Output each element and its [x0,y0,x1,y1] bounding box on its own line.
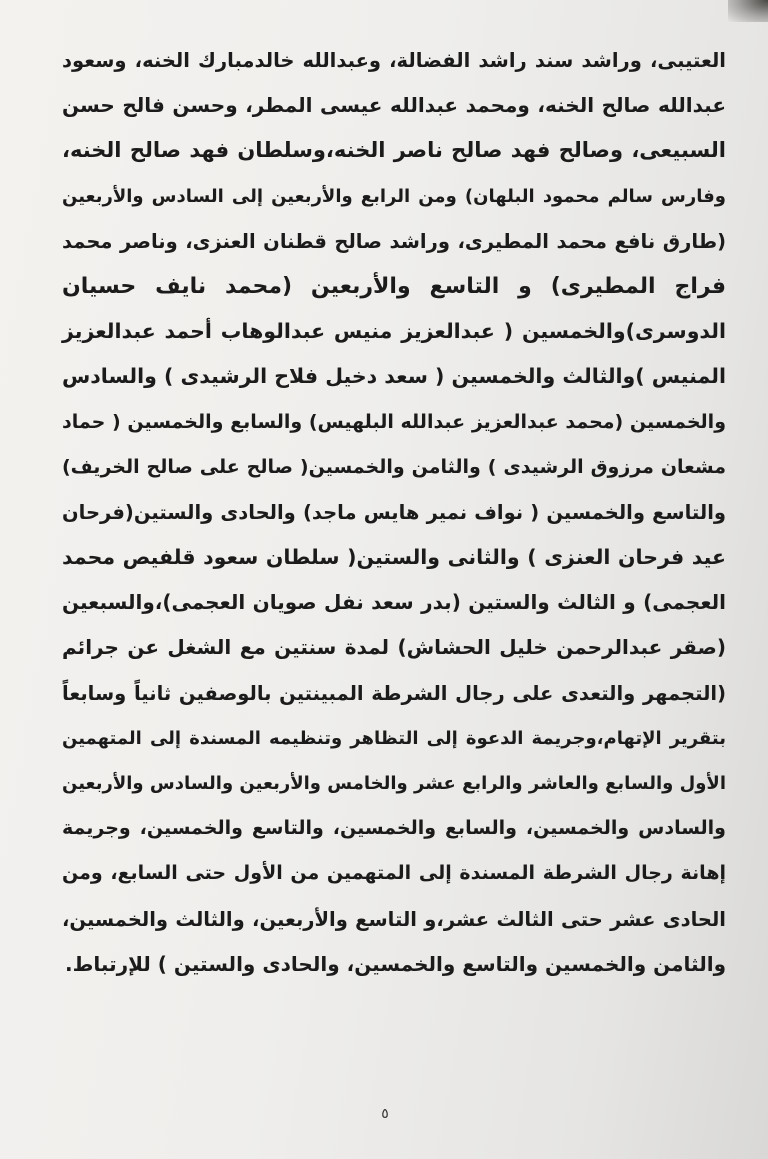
text-line: العجمى) و الثالث والستين (بدر سعد نفل صويان العجمى)،والسبعين [62,590,726,615]
text-line: الأول والسابع والعاشر والرابع عشر والخامس والأربعين والسادس والأربعين [62,773,726,794]
text-line: والتاسع والخمسين ( نواف نمير هايس ماجد) والحادى والستين(فرحان [62,500,726,524]
text-line: إهانة رجال الشرطة المسندة إلى المتهمين من الأول حتى السابع، ومن [62,862,726,885]
text-line: (طارق نافع محمد المطيرى، وراشد صالح قطنان العنزى، وناصر محمد [62,229,726,253]
text-line: بتقرير الإتهام،وجريمة الدعوة إلى التظاهر وتنظيمه المسندة إلى المتهمين [62,727,726,749]
text-line: وفارس سالم محمود البلهان) ومن الرابع والأربعين إلى السادس والأربعين [62,185,726,207]
text-line: الدوسرى)والخمسين ( عبدالعزيز منيس عبدالوهاب أحمد عبدالعزيز [62,319,726,344]
text-line: عيد فرحان العنزى ) والثانى والستين( سلطان سعود قلفيص محمد [62,545,726,570]
text-line: مشعان مرزوق الرشيدى ) والثامن والخمسين( صالح على صالح الخريف) [62,455,726,478]
text-line: فراج المطيرى) و التاسع والأربعين (محمد نايف حسيان [62,273,726,299]
text-line: (صقر عبدالرحمن خليل الحشاش) لمدة سنتين مع الشغل عن جرائم [62,635,726,660]
text-line: والثامن والخمسين والتاسع والخمسين، والحادى والستين ) للإرتباط. [65,951,726,976]
text-line: المنيس )والثالث والخمسين ( سعد دخيل فلاح الرشيدى ) والسادس [62,364,726,389]
text-line: الحادى عشر حتى الثالث عشر،و التاسع والأربعين، والثالث والخمسين، [62,907,726,931]
page-edge-shadow [728,0,768,22]
text-line: (التجمهر والتعدى على رجال الشرطة المبينتين بالوصفين ثانياً وسابعاً [62,681,726,705]
text-line: والخمسين (محمد عبدالعزيز عبدالله البلهيس) والسابع والخمسين ( حماد [62,410,726,433]
text-line: العتيبى، وراشد سند راشد الفضالة، وعبدالله خالدمبارك الخنه، وسعود [62,49,726,72]
document-body [62,38,726,987]
text-line: والسادس والخمسين، والسابع والخمسين، والتاسع والخمسين، وجريمة [62,817,726,840]
text-line: السبيعى، وصالح فهد صالح ناصر الخنه،وسلطان فهد صالح الخنه، [62,138,726,163]
text-line: عبدالله صالح الخنه، ومحمد عبدالله عيسى المطر، وحسن فالح حسن [62,93,726,118]
page-number: ٥ [381,1106,389,1122]
